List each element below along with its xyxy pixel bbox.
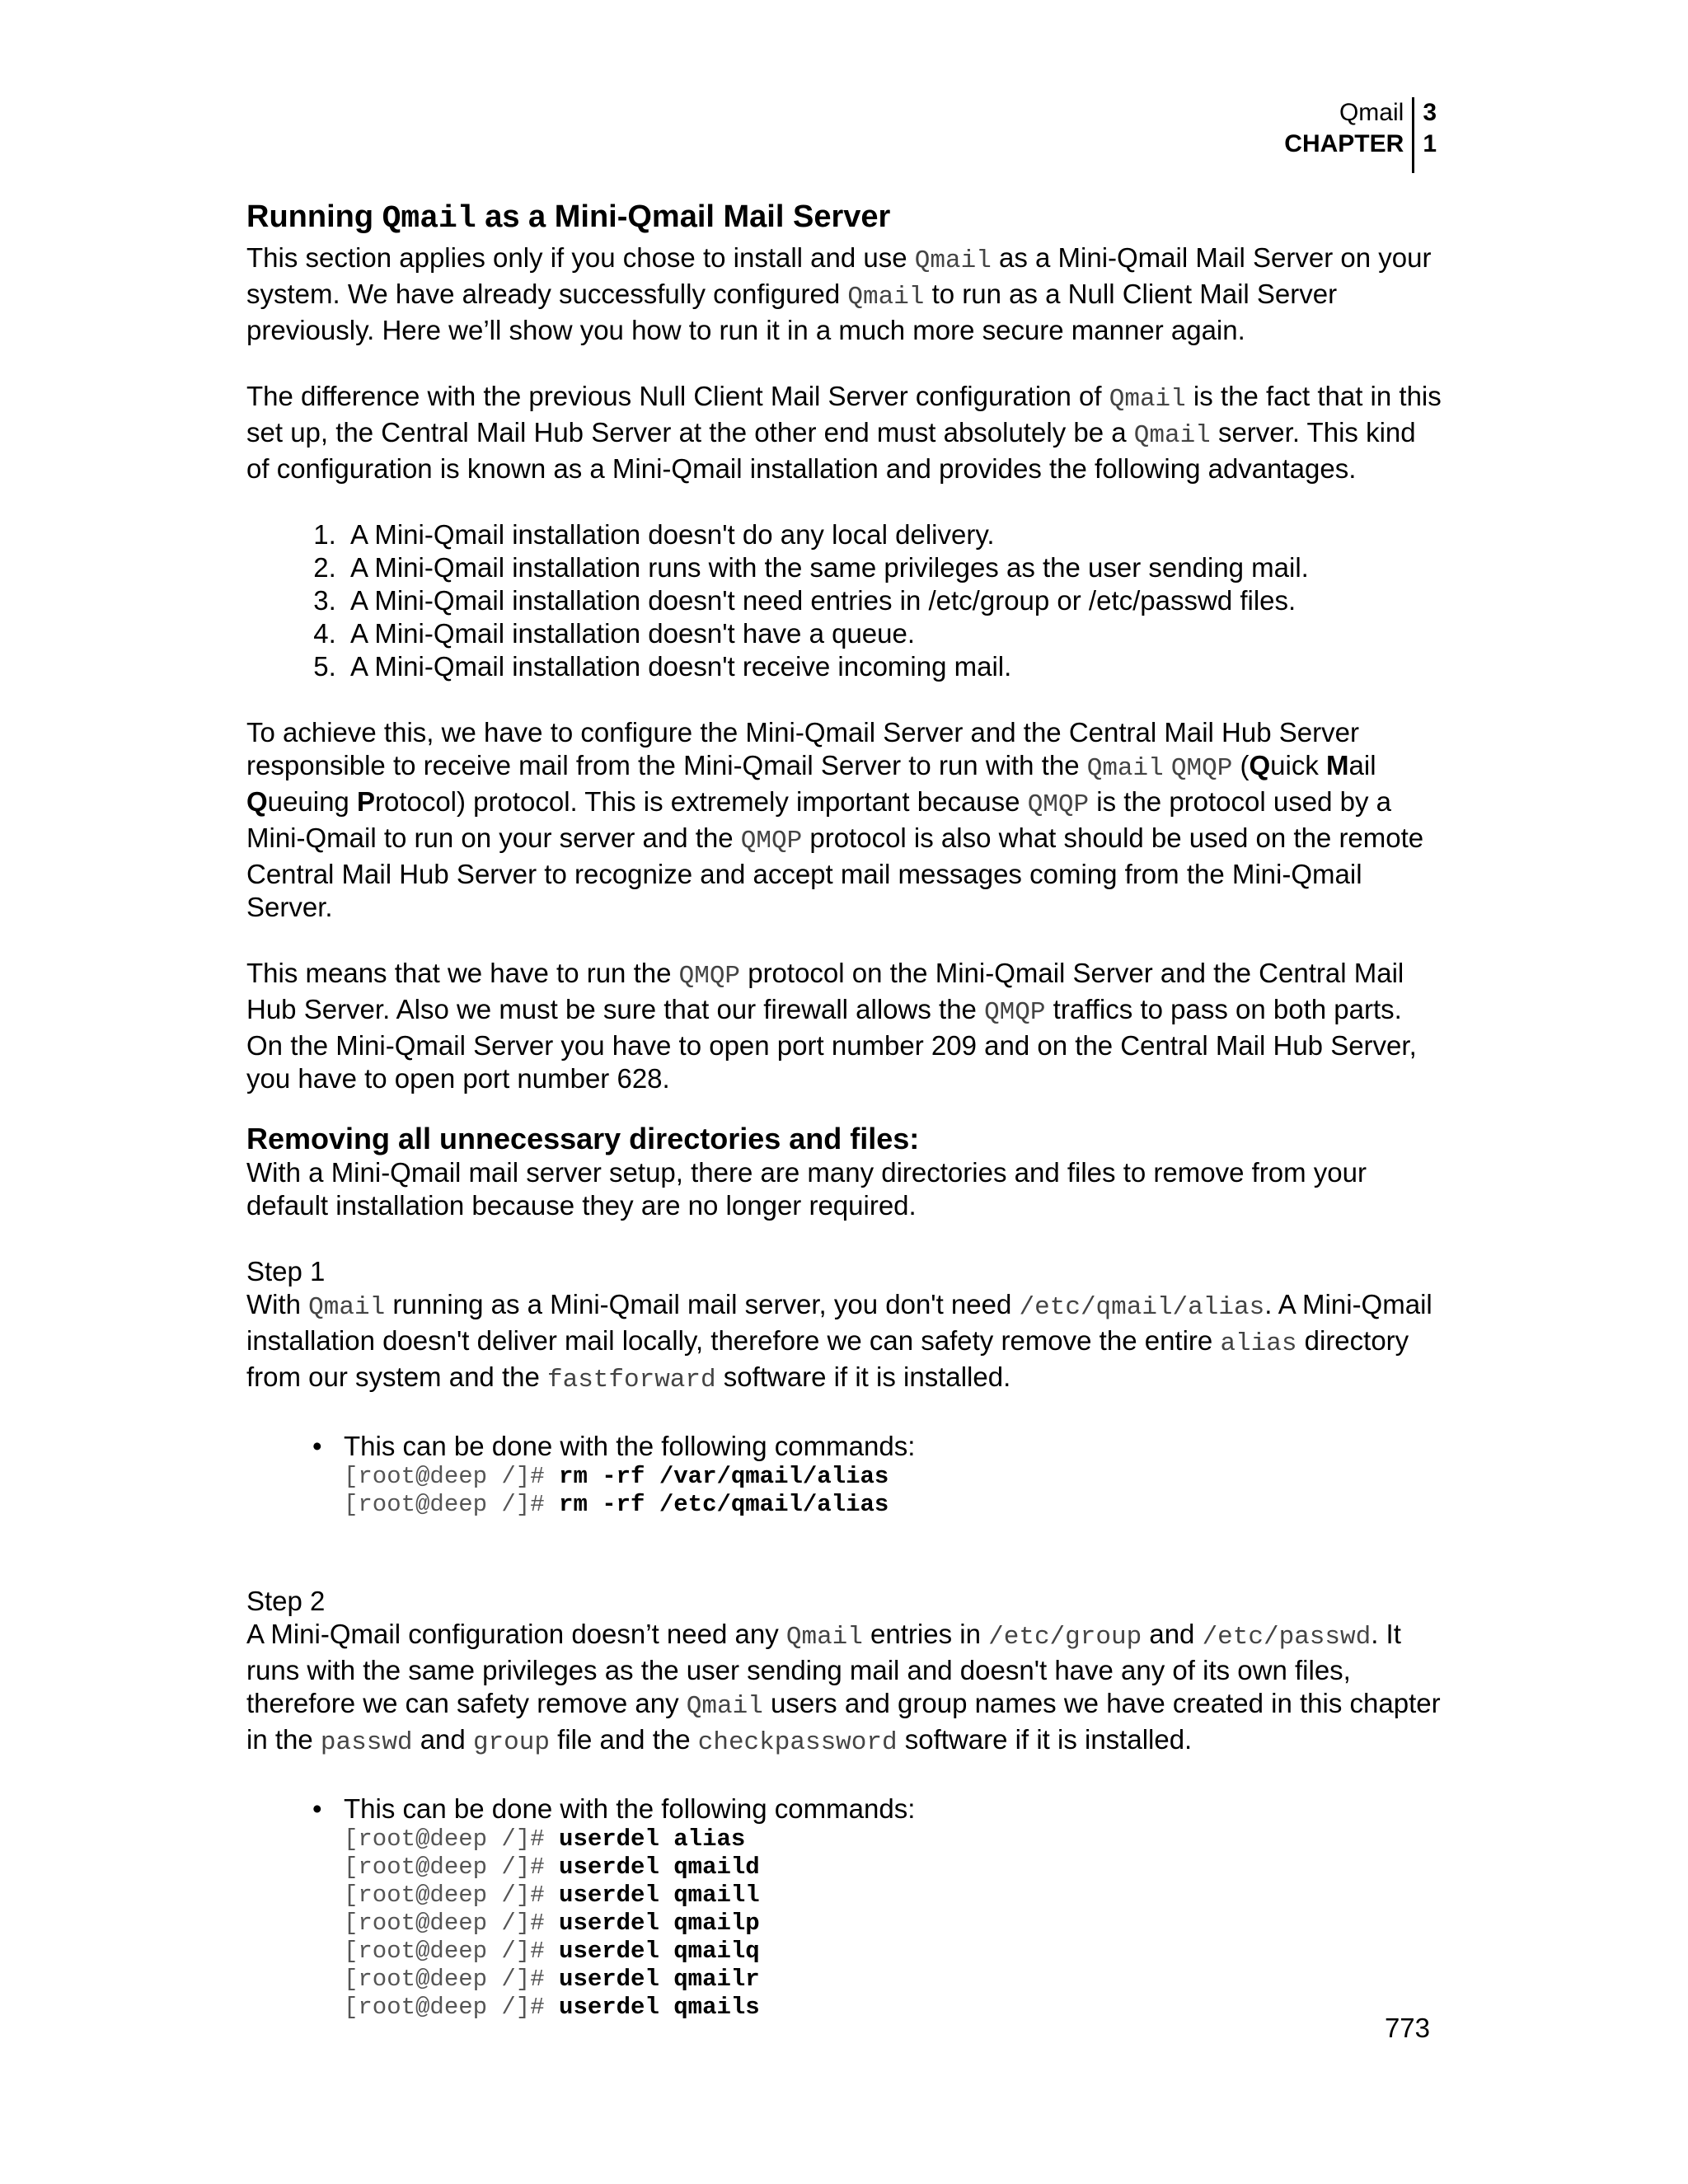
- header-num-2: 1: [1423, 130, 1437, 157]
- command-line: [root@deep /]# userdel qmailq: [344, 1938, 760, 1965]
- step2-bullet: • This can be done with the following commands:: [312, 1793, 916, 1824]
- page-content: [246, 198, 1442, 2022]
- command-line: [root@deep /]# userdel qmails: [344, 1994, 760, 2021]
- step1-label: Step 1: [246, 1256, 326, 1286]
- section-intro: With a Mini-Qmail mail server setup, there are many directories and files to remove from your default installation because they are no longer required.: [246, 1157, 1367, 1221]
- list-item: 4. A Mini-Qmail installation doesn't have a queue.: [344, 617, 1442, 650]
- bullet-icon: •: [312, 1431, 322, 1461]
- step1-text: With Qmail running as a Mini-Qmail mail server, you don't need /etc/qmail/alias. A Mini-Qmail installation doesn't deliver mail locally, therefore we can safety remove the entire alias directory from our system and the fastforward software if it is installed.: [246, 1289, 1432, 1394]
- step1-commands: [246, 1463, 1442, 1519]
- command-line: [root@deep /]# userdel alias: [344, 1825, 746, 1853]
- paragraph-ports: This means that we have to run the QMQP protocol on the Mini-Qmail Server and the Central Mail Hub Server. Also we must be sure that our firewall allows the QMQP traffics to pass on both parts. On the Mini-Qmail Server you have to open port number 209 and on the Central Mail Hub Server, you have to open port number 628.: [246, 958, 1417, 1094]
- advantages-list: [246, 518, 1442, 683]
- paragraph-difference: The difference with the previous Null Client Mail Server configuration of Qmail is the fact that in this set up, the Central Mail Hub Server at the other end must absolutely be a Qmail server. This kind of configuration is known as a Mini-Qmail installation and provides the following advantages.: [246, 381, 1442, 484]
- header-chapter-label: CHAPTER: [1284, 130, 1404, 157]
- page-title: Running Qmail as a Mini-Qmail Mail Server: [246, 199, 891, 237]
- section-heading: Removing all unnecessary directories and files:: [246, 1122, 920, 1155]
- command-line: [root@deep /]# rm -rf /etc/qmail/alias: [344, 1491, 889, 1518]
- paragraph-qmqp: To achieve this, we have to configure the Mini-Qmail Server and the Central Mail Hub Server responsible to receive mail from the Mini-Qmail Server to run with the Qmail QMQP (Quick Mail Queuing Protocol) protocol. This is extremely important because QMQP is the protocol used by a Mini-Qmail to run on your server and the QMQP protocol is also what should be used on the remote Central Mail Hub Server to recognize and accept mail messages coming from the Mini-Qmail Server.: [246, 717, 1424, 922]
- step2-text: A Mini-Qmail configuration doesn’t need any Qmail entries in /etc/group and /etc/passwd. It runs with the same privileges as the user sending mail and doesn't have any of its own files, therefore we can safety remove any Qmail users and group names we have created in this chapter in the passwd and group file and the checkpassword software if it is installed.: [246, 1619, 1441, 1757]
- command-line: [root@deep /]# userdel qmaild: [344, 1854, 760, 1881]
- header-product: Qmail: [1339, 99, 1404, 126]
- list-item: 3. A Mini-Qmail installation doesn't need entries in /etc/group or /etc/passwd files.: [344, 584, 1442, 617]
- command-line: [root@deep /]# userdel qmaill: [344, 1882, 760, 1909]
- command-line: [root@deep /]# userdel qmailr: [344, 1966, 760, 1993]
- bullet-icon: •: [312, 1793, 322, 1824]
- list-item: 5. A Mini-Qmail installation doesn't receive incoming mail.: [344, 650, 1442, 683]
- list-item: 2. A Mini-Qmail installation runs with the same privileges as the user sending mail.: [344, 551, 1442, 584]
- command-line: [root@deep /]# userdel qmailp: [344, 1910, 760, 1937]
- step2-label: Step 2: [246, 1586, 326, 1616]
- paragraph-intro: This section applies only if you chose to install and use Qmail as a Mini-Qmail Mail Server on your system. We have already successfully configured Qmail to run as a Null Client Mail Server previously. Here we’ll show you how to run it in a much more secure manner again.: [246, 242, 1432, 345]
- running-header: [1284, 97, 1437, 173]
- step2-commands: [246, 1825, 1442, 2022]
- command-line: [root@deep /]# rm -rf /var/qmail/alias: [344, 1463, 889, 1490]
- page-number: 773: [1384, 2013, 1430, 2043]
- step1-bullet: • This can be done with the following commands:: [312, 1431, 916, 1461]
- list-item: 1. A Mini-Qmail installation doesn't do any local delivery.: [344, 518, 1442, 551]
- header-num-1: 3: [1423, 99, 1437, 126]
